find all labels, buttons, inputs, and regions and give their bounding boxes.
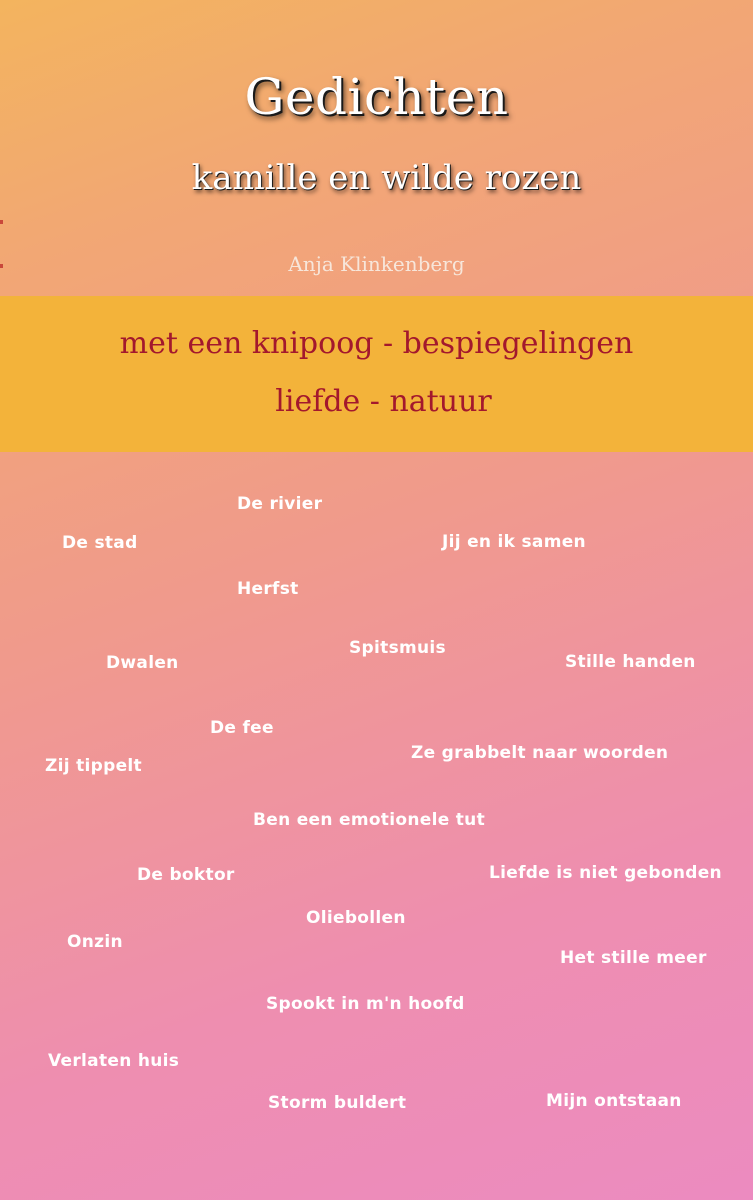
poem-title: Het stille meer: [560, 948, 707, 968]
tagline-line-2: liefde - natuur: [275, 384, 492, 419]
poem-title: Dwalen: [106, 653, 179, 673]
poem-title: Herfst: [237, 579, 299, 599]
poem-title: De boktor: [137, 865, 235, 885]
book-author: Anja Klinkenberg: [288, 252, 465, 276]
poem-title: Onzin: [67, 932, 123, 952]
poem-title: Ben een emotionele tut: [253, 810, 486, 830]
edge-mark: [0, 220, 3, 224]
poem-title: De stad: [62, 533, 138, 553]
poem-title: Spookt in m'n hoofd: [266, 994, 465, 1014]
poem-title: De rivier: [237, 494, 323, 514]
poem-title: Jij en ik samen: [442, 532, 586, 552]
poem-title: Liefde is niet gebonden: [489, 863, 722, 883]
poem-title: Oliebollen: [306, 908, 406, 928]
poem-title: Stille handen: [565, 652, 696, 672]
poem-title: Mijn ontstaan: [546, 1091, 682, 1111]
book-title: Gedichten: [244, 68, 509, 126]
tagline-line-1: met een knipoog - bespiegelingen: [119, 326, 634, 361]
poem-title: Spitsmuis: [349, 638, 446, 658]
book-subtitle: kamille en wilde rozen: [191, 158, 582, 198]
poem-title: De fee: [210, 718, 274, 738]
tagline-band: [0, 296, 753, 452]
poem-title: Ze grabbelt naar woorden: [411, 743, 669, 763]
poem-title: Zij tippelt: [45, 756, 142, 776]
poem-title: Verlaten huis: [48, 1051, 180, 1071]
poem-title: Storm buldert: [268, 1093, 407, 1113]
